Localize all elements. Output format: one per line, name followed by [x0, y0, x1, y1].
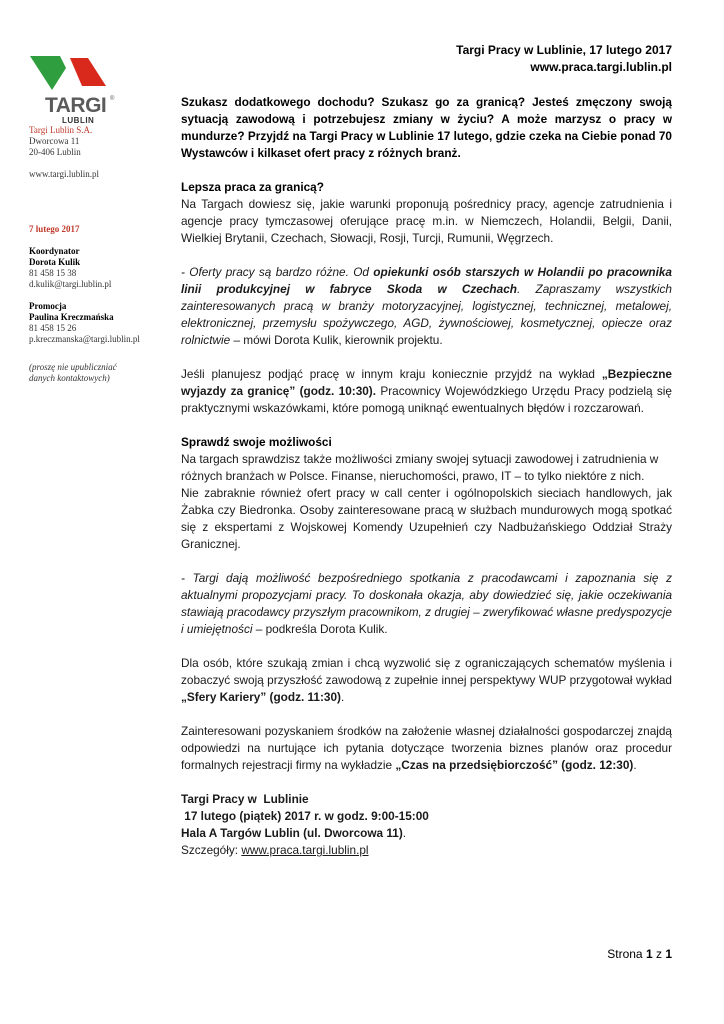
career-text: Dla osób, które szukają zmian i chcą wyzwolić się z ograniczających schematów myślenia i zobaczyć swoją przyszłość zawodową z zupełnie innej perspektywy WUP przygotował wykład	[181, 656, 672, 687]
logo-city-text: LUBLIN	[62, 116, 95, 125]
logo-registered-mark: ®	[110, 96, 115, 102]
promo-title: Promocja	[29, 301, 67, 311]
page-header	[456, 42, 672, 76]
promo-phone: 81 458 15 26	[29, 323, 77, 333]
page-footer	[607, 947, 672, 961]
details-line	[181, 842, 672, 859]
career-lecture-title: „Sfery Kariery” (godz. 11:30)	[181, 690, 341, 704]
section2-paragraph1: Na targach sprawdzisz także możliwości zmiany swojej sytuacji zawodowej i zatrudnienia w różnych branżach w Polsce. Finanse, nieruchomości, prawo, IT – to tylko niektóre z nich.	[181, 452, 659, 483]
company-postal: 20-406 Lublin	[29, 147, 81, 157]
targi-logo	[30, 56, 115, 128]
section2-heading: Sprawdź swoje możliwości	[181, 435, 332, 449]
coordinator-email[interactable]: d.kulik@targi.lublin.pl	[29, 279, 112, 289]
lecture-intro-text: Jeśli planujesz podjąć pracę w innym kraju koniecznie przyjdź na wykład	[181, 367, 602, 381]
quote-highlight: opiekunki osób starszych w Holandii po pracownika linii produkcyjnej w fabryce Skoda w Czechach	[181, 265, 672, 296]
footer-page-number: 1	[645, 947, 653, 961]
release-date: 7 lutego 2017	[29, 224, 80, 234]
privacy-note-line2: danych kontaktowych)	[29, 373, 110, 383]
quote2-text: - Targi dają możliwość bezpośredniego spotkania z pracodawcami i zapoznania się z aktualnymi propozycjami pracy. To doskonała okazja, aby dowiedzieć się, jakie oczekiwania stawiają pracodawcy przyszłym pracownikom, z drugiej – zweryfikować własne predyspozycje i umiejętności	[181, 571, 672, 636]
section1-heading: Lepsza praca za granicą?	[181, 180, 324, 194]
company-street: Dworcowa 11	[29, 136, 80, 146]
footer-of: z	[652, 947, 666, 961]
details-link[interactable]: www.praca.targi.lublin.pl	[241, 843, 369, 857]
section2-quote	[181, 570, 672, 638]
section2-paragraph2: Nie zabraknie również ofert pracy w call center i ogólnopolskich sieciach handlowych, jak Żabka czy Biedronka. Osoby zainteresowane pracą w służbach mundurowych mogą spotkać się z ekspertami z Wojskowej Komendy Uzupełnień czy Nadbużańskiego Oddział Straży Granicznej.	[181, 486, 672, 551]
coordinator-title: Koordynator	[29, 246, 80, 256]
business-end: .	[633, 758, 637, 772]
quote-part-c: . Zapraszamy wszystkich zainteresowanych pracą w branży motoryzacyjnej, logistycznej, technicznej, metalowej, elektronicznej, przemysłu spożywczego, AGD, żywnościowej, kosmetycznej, opiecze oraz rolnictwie	[181, 282, 672, 347]
coordinator-phone: 81 458 15 38	[29, 268, 77, 278]
section2-paragraph4	[181, 655, 672, 706]
header-event-line: Targi Pracy w Lublinie, 17 lutego 2017	[456, 43, 672, 57]
section1-paragraph: Na Targach dowiesz się, jakie warunki proponują pośrednicy pracy, agencje zatrudnienia i agencje pracy tymczasowej oferujące pracę m.in. w Niemczech, Holandii, Belgii, Danii, Wielkiej Brytanii, Czechach, Słowacji, Rosji, Turcji, Rumunii, Węgrzech.	[181, 197, 672, 245]
event-title: Targi Pracy w Lublinie	[181, 792, 309, 806]
business-text: Zainteresowani pozyskaniem środków na założenie własnej działalności gospodarczej znajdą odpowiedzi na nurtujące ich pytania dotyczące tworzenia biznes planów oraz procedur formalnych rejestracji firmy na wykładzie	[181, 724, 672, 772]
privacy-note-line1: (proszę nie upubliczniać	[29, 362, 117, 372]
logo-mark-icon	[30, 56, 112, 96]
event-place-end: .	[402, 826, 407, 840]
quote-part-a: - Oferty pracy są bardzo różne. Od	[181, 265, 374, 279]
quote-attribution: – mówi Dorota Kulik, kierownik projektu.	[233, 333, 443, 347]
career-end: .	[340, 690, 345, 704]
details-label: Szczegóły:	[181, 843, 242, 857]
section1-quote	[181, 264, 672, 349]
event-date: 17 lutego (piątek) 2017 r. w godz. 9:00-15:00	[181, 809, 429, 823]
section1-lecture-paragraph	[181, 366, 672, 417]
company-name: Targi Lublin S.A.	[29, 125, 93, 135]
promo-email[interactable]: p.kreczmanska@targi.lublin.pl	[29, 334, 140, 344]
business-lecture-title: „Czas na przedsiębiorczość” (godz. 12:30)	[395, 758, 634, 772]
press-release-body	[181, 94, 672, 859]
quote2-attribution: – podkreśla Dorota Kulik.	[252, 622, 388, 636]
lecture-description: Pracownicy Wojewódzkiego Urzędu Pracy podzielą się praktycznymi wskazówkami, które pomogą uniknąć ewentualnych błędów i rozczarowań.	[181, 384, 672, 415]
intro-paragraph: Szukasz dodatkowego dochodu? Szukasz go za granicą? Jesteś zmęczony swoją sytuacją zawodową i potrzebujesz zmiany w życiu? A może marzysz o pracy w mundurze? Przyjdź na Targi Pracy w Lublinie 17 lutego, gdzie czeka na Ciebie ponad 70 Wystawców i kilkaset ofert pracy z różnych branż.	[181, 95, 672, 160]
footer-total-pages: 1	[665, 947, 672, 961]
section2-paragraph5	[181, 723, 672, 774]
logo-brand-text: TARGI	[45, 94, 107, 117]
event-place-line	[181, 825, 672, 842]
footer-label: Strona	[607, 947, 646, 961]
lecture-title: „Bezpieczne wyjazdy za granicę” (godz. 10:30).	[181, 367, 672, 398]
header-website[interactable]: www.praca.targi.lublin.pl	[530, 60, 672, 74]
company-website[interactable]: www.targi.lublin.pl	[29, 169, 99, 179]
promo-name: Paulina Kreczmańska	[29, 312, 114, 322]
sidebar-contact	[29, 125, 169, 384]
event-place: Hala A Targów Lublin (ul. Dworcowa 11)	[181, 826, 403, 840]
coordinator-name: Dorota Kulik	[29, 257, 81, 267]
